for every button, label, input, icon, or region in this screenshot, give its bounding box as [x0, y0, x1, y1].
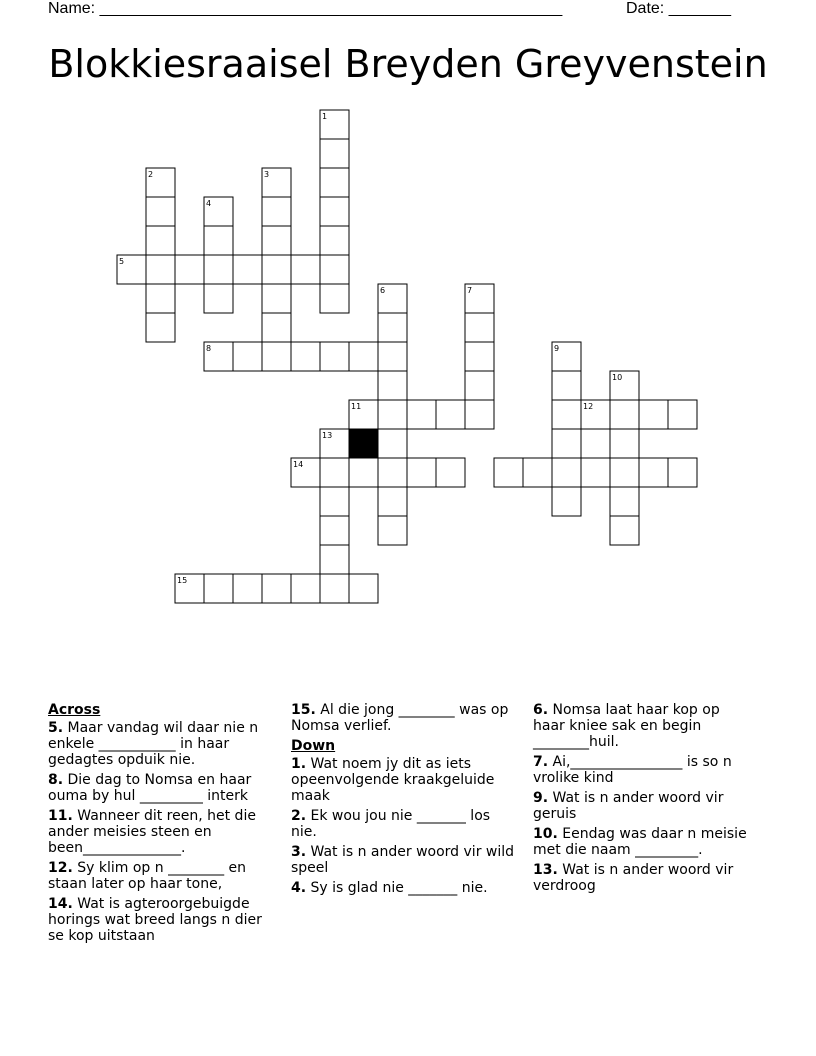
cell-number: 12 [583, 402, 594, 411]
cell-number: 9 [554, 344, 560, 353]
grid-cell[interactable] [378, 371, 407, 400]
clue-number: 9. [533, 790, 549, 806]
clue-text: Wat is n ander woord vir verdroog [533, 862, 734, 894]
grid-cell[interactable] [349, 458, 378, 487]
clue-item [48, 860, 276, 892]
clue-number: 14. [48, 896, 73, 912]
clue-number: 7. [533, 754, 549, 770]
grid-cell[interactable] [233, 255, 262, 284]
clue-text: Sy klim op n ________ en staan later op haar tone, [48, 860, 247, 892]
cell-number: 11 [351, 402, 362, 411]
clue-item [291, 808, 515, 840]
name-field-label[interactable]: Name: ____________________________________________________ [48, 0, 563, 17]
grid-cell[interactable] [552, 458, 581, 487]
grid-cell[interactable] [378, 400, 407, 429]
cell-number: 5 [119, 257, 125, 266]
grid-cell[interactable] [233, 574, 262, 603]
grid-cell[interactable] [320, 255, 349, 284]
clue-item [533, 862, 753, 894]
clue-number: 13. [533, 862, 558, 878]
grid-cell[interactable] [291, 574, 320, 603]
grid-cell[interactable] [378, 313, 407, 342]
grid-cell[interactable] [320, 516, 349, 545]
grid-cell[interactable] [639, 458, 668, 487]
grid-cell[interactable] [552, 371, 581, 400]
across-heading: Across [48, 702, 101, 718]
cell-number: 8 [206, 344, 212, 353]
clues-column-2 [291, 702, 515, 900]
grid-cell[interactable] [146, 197, 175, 226]
grid-cell[interactable] [204, 284, 233, 313]
grid-cell[interactable] [262, 255, 291, 284]
grid-cell[interactable] [320, 342, 349, 371]
grid-cell[interactable] [465, 400, 494, 429]
clue-text: Wanneer dit reen, het die ander meisies steen en been______________. [48, 808, 256, 856]
grid-cell[interactable] [146, 226, 175, 255]
cell-number: 4 [206, 199, 212, 208]
down-heading: Down [291, 738, 336, 754]
cell-number: 10 [612, 373, 623, 382]
clue-text: Ai,________________ is so n vrolike kind [533, 754, 732, 786]
clues-column-1 [48, 702, 276, 948]
grid-cell[interactable] [494, 458, 523, 487]
clue-item [533, 826, 753, 858]
grid-cell[interactable] [320, 168, 349, 197]
date-field-label[interactable]: Date: _______ [626, 0, 731, 17]
clue-text: Nomsa laat haar kop op haar kniee sak en begin ________huil. [533, 702, 720, 750]
clue-text: Sy is glad nie _______ nie. [306, 880, 488, 896]
grid-cell[interactable] [378, 516, 407, 545]
cell-number: 3 [264, 170, 270, 179]
clue-item [48, 808, 276, 856]
clue-number: 5. [48, 720, 64, 736]
down-clue-list [291, 756, 515, 896]
grid-cell[interactable] [320, 545, 349, 574]
grid-cell[interactable] [262, 197, 291, 226]
across-clue-list-continued [291, 702, 515, 734]
grid-cell[interactable] [291, 342, 320, 371]
grid-cell[interactable] [465, 371, 494, 400]
clue-item [291, 702, 515, 734]
clue-number: 12. [48, 860, 73, 876]
page-title: Blokkiesraaisel Breyden Greyvenstein [48, 42, 768, 86]
grid-cell[interactable] [436, 458, 465, 487]
clue-number: 8. [48, 772, 64, 788]
grid-cell[interactable] [204, 226, 233, 255]
down-clue-list-continued [533, 702, 753, 894]
cell-number: 7 [467, 286, 473, 295]
black-cell [349, 429, 378, 458]
clue-text: Ek wou jou nie _______ los nie. [291, 808, 491, 840]
grid-cell[interactable] [465, 313, 494, 342]
grid-cell[interactable] [378, 342, 407, 371]
grid-cell[interactable] [523, 458, 552, 487]
clue-item [533, 702, 753, 750]
clue-text: Wat noem jy dit as iets opeenvolgende kraakgeluide maak [291, 756, 495, 804]
grid-cell[interactable] [204, 255, 233, 284]
clue-item [291, 756, 515, 804]
cell-number: 2 [148, 170, 154, 179]
clue-item [533, 790, 753, 822]
clue-text: Wat is agteroorgebuigde horings wat breed langs n dier se kop uitstaan [48, 896, 262, 944]
grid-cell[interactable] [320, 487, 349, 516]
grid-cell[interactable] [262, 342, 291, 371]
clues-column-3 [533, 702, 753, 898]
clue-item [291, 844, 515, 876]
grid-cell[interactable] [668, 400, 697, 429]
grid-cell[interactable] [552, 487, 581, 516]
clue-number: 11. [48, 808, 73, 824]
clue-number: 6. [533, 702, 549, 718]
cell-number: 6 [380, 286, 386, 295]
clue-text: Die dag to Nomsa en haar ouma by hul _________ interk [48, 772, 252, 804]
grid-cell[interactable] [610, 516, 639, 545]
grid-cell[interactable] [610, 487, 639, 516]
grid-cell[interactable] [552, 400, 581, 429]
cell-number: 1 [322, 112, 328, 121]
grid-cell[interactable] [581, 458, 610, 487]
grid-cell[interactable] [610, 400, 639, 429]
grid-cell[interactable] [146, 255, 175, 284]
cell-number: 15 [177, 576, 188, 585]
grid-cell[interactable] [378, 487, 407, 516]
cell-number: 13 [322, 431, 333, 440]
clue-number: 10. [533, 826, 558, 842]
grid-cell[interactable] [262, 574, 291, 603]
grid-cell[interactable] [610, 458, 639, 487]
clue-text: Wat is n ander woord vir wild speel [291, 844, 515, 876]
grid-cell[interactable] [320, 284, 349, 313]
grid-cell[interactable] [349, 342, 378, 371]
clue-item [48, 772, 276, 804]
grid-cell[interactable] [552, 429, 581, 458]
grid-cell[interactable] [349, 574, 378, 603]
clue-text: Maar vandag wil daar nie n enkele ___________ in haar gedagtes opduik nie. [48, 720, 259, 768]
grid-cell[interactable] [320, 458, 349, 487]
clue-item [48, 896, 276, 944]
grid-cell[interactable] [262, 226, 291, 255]
grid-cell[interactable] [175, 255, 204, 284]
clue-text: Al die jong ________ was op Nomsa verlief. [291, 702, 509, 734]
grid-cell[interactable] [436, 400, 465, 429]
clue-item [291, 880, 515, 896]
clue-text: Wat is n ander woord vir geruis [533, 790, 724, 822]
grid-cell[interactable] [262, 284, 291, 313]
grid-cell[interactable] [320, 226, 349, 255]
grid-cell[interactable] [407, 458, 436, 487]
across-clue-list [48, 720, 276, 944]
grid-cell[interactable] [291, 255, 320, 284]
grid-cell[interactable] [378, 429, 407, 458]
clue-number: 1. [291, 756, 307, 772]
grid-cell[interactable] [320, 139, 349, 168]
grid-cell[interactable] [639, 400, 668, 429]
clue-text: Eendag was daar n meisie met die naam _________. [533, 826, 747, 858]
grid-cell[interactable] [262, 313, 291, 342]
grid-cell[interactable] [320, 197, 349, 226]
grid-cell[interactable] [465, 342, 494, 371]
grid-cell[interactable] [378, 458, 407, 487]
grid-cell[interactable] [233, 342, 262, 371]
clue-item [533, 754, 753, 786]
grid-cell[interactable] [407, 400, 436, 429]
clue-number: 3. [291, 844, 307, 860]
grid-cell[interactable] [146, 284, 175, 313]
grid-cell[interactable] [146, 313, 175, 342]
grid-cell[interactable] [668, 458, 697, 487]
cell-number: 14 [293, 460, 304, 469]
clue-number: 4. [291, 880, 307, 896]
clue-number: 2. [291, 808, 307, 824]
clue-number: 15. [291, 702, 316, 718]
clue-item [48, 720, 276, 768]
grid-cell[interactable] [204, 574, 233, 603]
grid-cell[interactable] [320, 574, 349, 603]
grid-cell[interactable] [610, 429, 639, 458]
